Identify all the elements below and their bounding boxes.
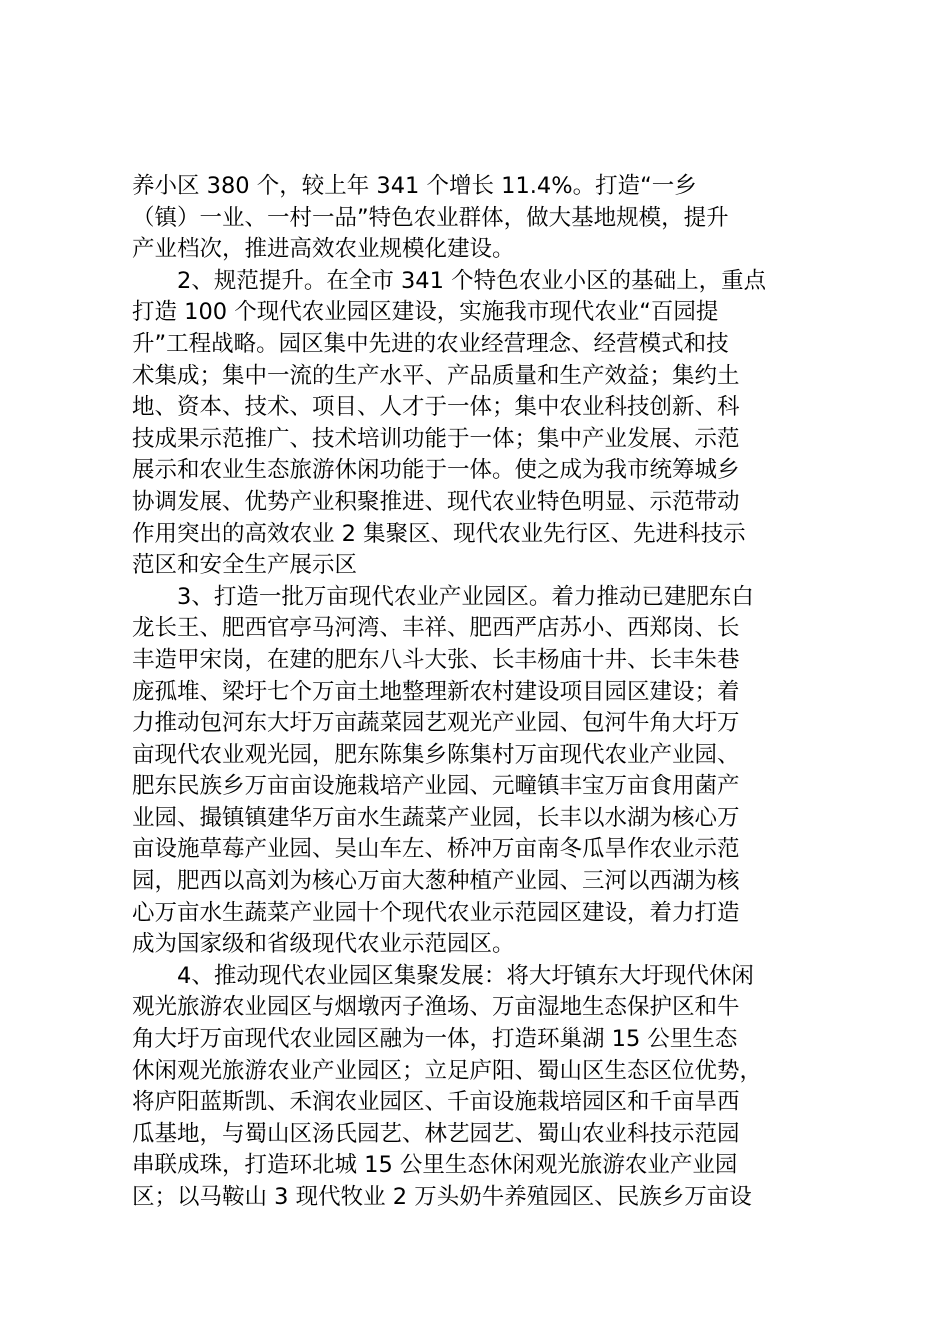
text-line: 业园、撮镇镇建华万亩水生蔬菜产业园，长丰以水湖为核心万 xyxy=(132,804,740,831)
text-line: 心万亩水生蔬菜产业园十个现代农业示范园区建设，着力打造 xyxy=(132,899,740,926)
text-line: 地、资本、技术、项目、人才于一体；集中农业科技创新、科 xyxy=(132,394,740,421)
text-line: （镇）一业、一村一品”特色农业群体，做大基地规模，提升 xyxy=(132,204,729,231)
text-line: 亩现代农业观光园，肥东陈集乡陈集村万亩现代农业产业园、 xyxy=(132,741,740,768)
text-line: 作用突出的高效农业 2 集聚区、现代农业先行区、先进科技示 xyxy=(132,520,746,547)
text-line: 休闲观光旅游农业产业园区；立足庐阳、蜀山区生态区位优势， xyxy=(132,1057,763,1084)
paragraph-2-start: 2、规范提升。在全市 341 个特色农业小区的基础上，重点 xyxy=(177,267,767,294)
text-line: 区；以马鞍山 3 现代牧业 2 万头奶牛养殖园区、民族乡万亩设 xyxy=(132,1184,752,1210)
text-line: 协调发展、优势产业积聚推进、现代农业特色明显、示范带动 xyxy=(132,488,740,515)
text-line: 龙长王、肥西官亭马河湾、丰祥、肥西严店苏小、西郑岗、长 xyxy=(132,615,740,642)
text-line: 串联成珠，打造环北城 15 公里生态休闲观光旅游农业产业园 xyxy=(132,1152,738,1179)
paragraph-3-start: 3、打造一批万亩现代农业产业园区。着力推动已建肥东白 xyxy=(177,583,754,610)
text-line: 园，肥西以高刘为核心万亩大葱种植产业园、三河以西湖为核 xyxy=(132,868,740,895)
text-line: 术集成；集中一流的生产水平、产品质量和生产效益；集约土 xyxy=(132,362,740,389)
text-line: 肥东民族乡万亩亩设施栽培产业园、元疃镇丰宝万亩食用菌产 xyxy=(132,773,740,800)
text-line: 庞孤堆、梁圩七个万亩土地整理新农村建设项目园区建设；着 xyxy=(132,678,740,705)
text-line: 观光旅游农业园区与烟墩丙子渔场、万亩湿地生态保护区和牛 xyxy=(132,994,740,1021)
paragraph-4-start: 4、推动现代农业园区集聚发展：将大圩镇东大圩现代休闲 xyxy=(177,962,754,989)
text-line: 升”工程战略。园区集中先进的农业经营理念、经营模式和技 xyxy=(132,330,729,357)
text-line: 亩设施草莓产业园、吴山车左、桥冲万亩南冬瓜旱作农业示范 xyxy=(132,836,740,863)
text-line: 丰造甲宋岗，在建的肥东八斗大张、长丰杨庙十井、长丰朱巷 xyxy=(132,646,740,673)
text-line: 成为国家级和省级现代农业示范园区。 xyxy=(132,931,515,958)
text-line: 将庐阳蓝斯凯、禾润农业园区、千亩设施栽培园区和千亩旱西 xyxy=(132,1089,740,1116)
text-line: 产业档次，推进高效农业规模化建设。 xyxy=(132,236,515,263)
text-line: 展示和农业生态旅游休闲功能于一体。使之成为我市统筹城乡 xyxy=(132,457,740,484)
text-line: 养小区 380 个，较上年 341 个增长 11.4%。打造“一乡 xyxy=(132,173,697,199)
text-line: 打造 100 个现代农业园区建设，实施我市现代农业“百园提 xyxy=(132,299,719,326)
text-line: 力推动包河东大圩万亩蔬菜园艺观光产业园、包河牛角大圩万 xyxy=(132,710,740,737)
text-line: 范区和安全生产展示区 xyxy=(132,552,358,579)
text-line: 角大圩万亩现代农业园区融为一体，打造环巢湖 15 公里生态 xyxy=(132,1026,738,1053)
text-line: 瓜基地，与蜀山区汤氏园艺、林艺园艺、蜀山农业科技示范园 xyxy=(132,1120,740,1147)
body-text xyxy=(132,171,844,1214)
text-line: 技成果示范推广、技术培训功能于一体；集中产业发展、示范 xyxy=(132,425,740,452)
